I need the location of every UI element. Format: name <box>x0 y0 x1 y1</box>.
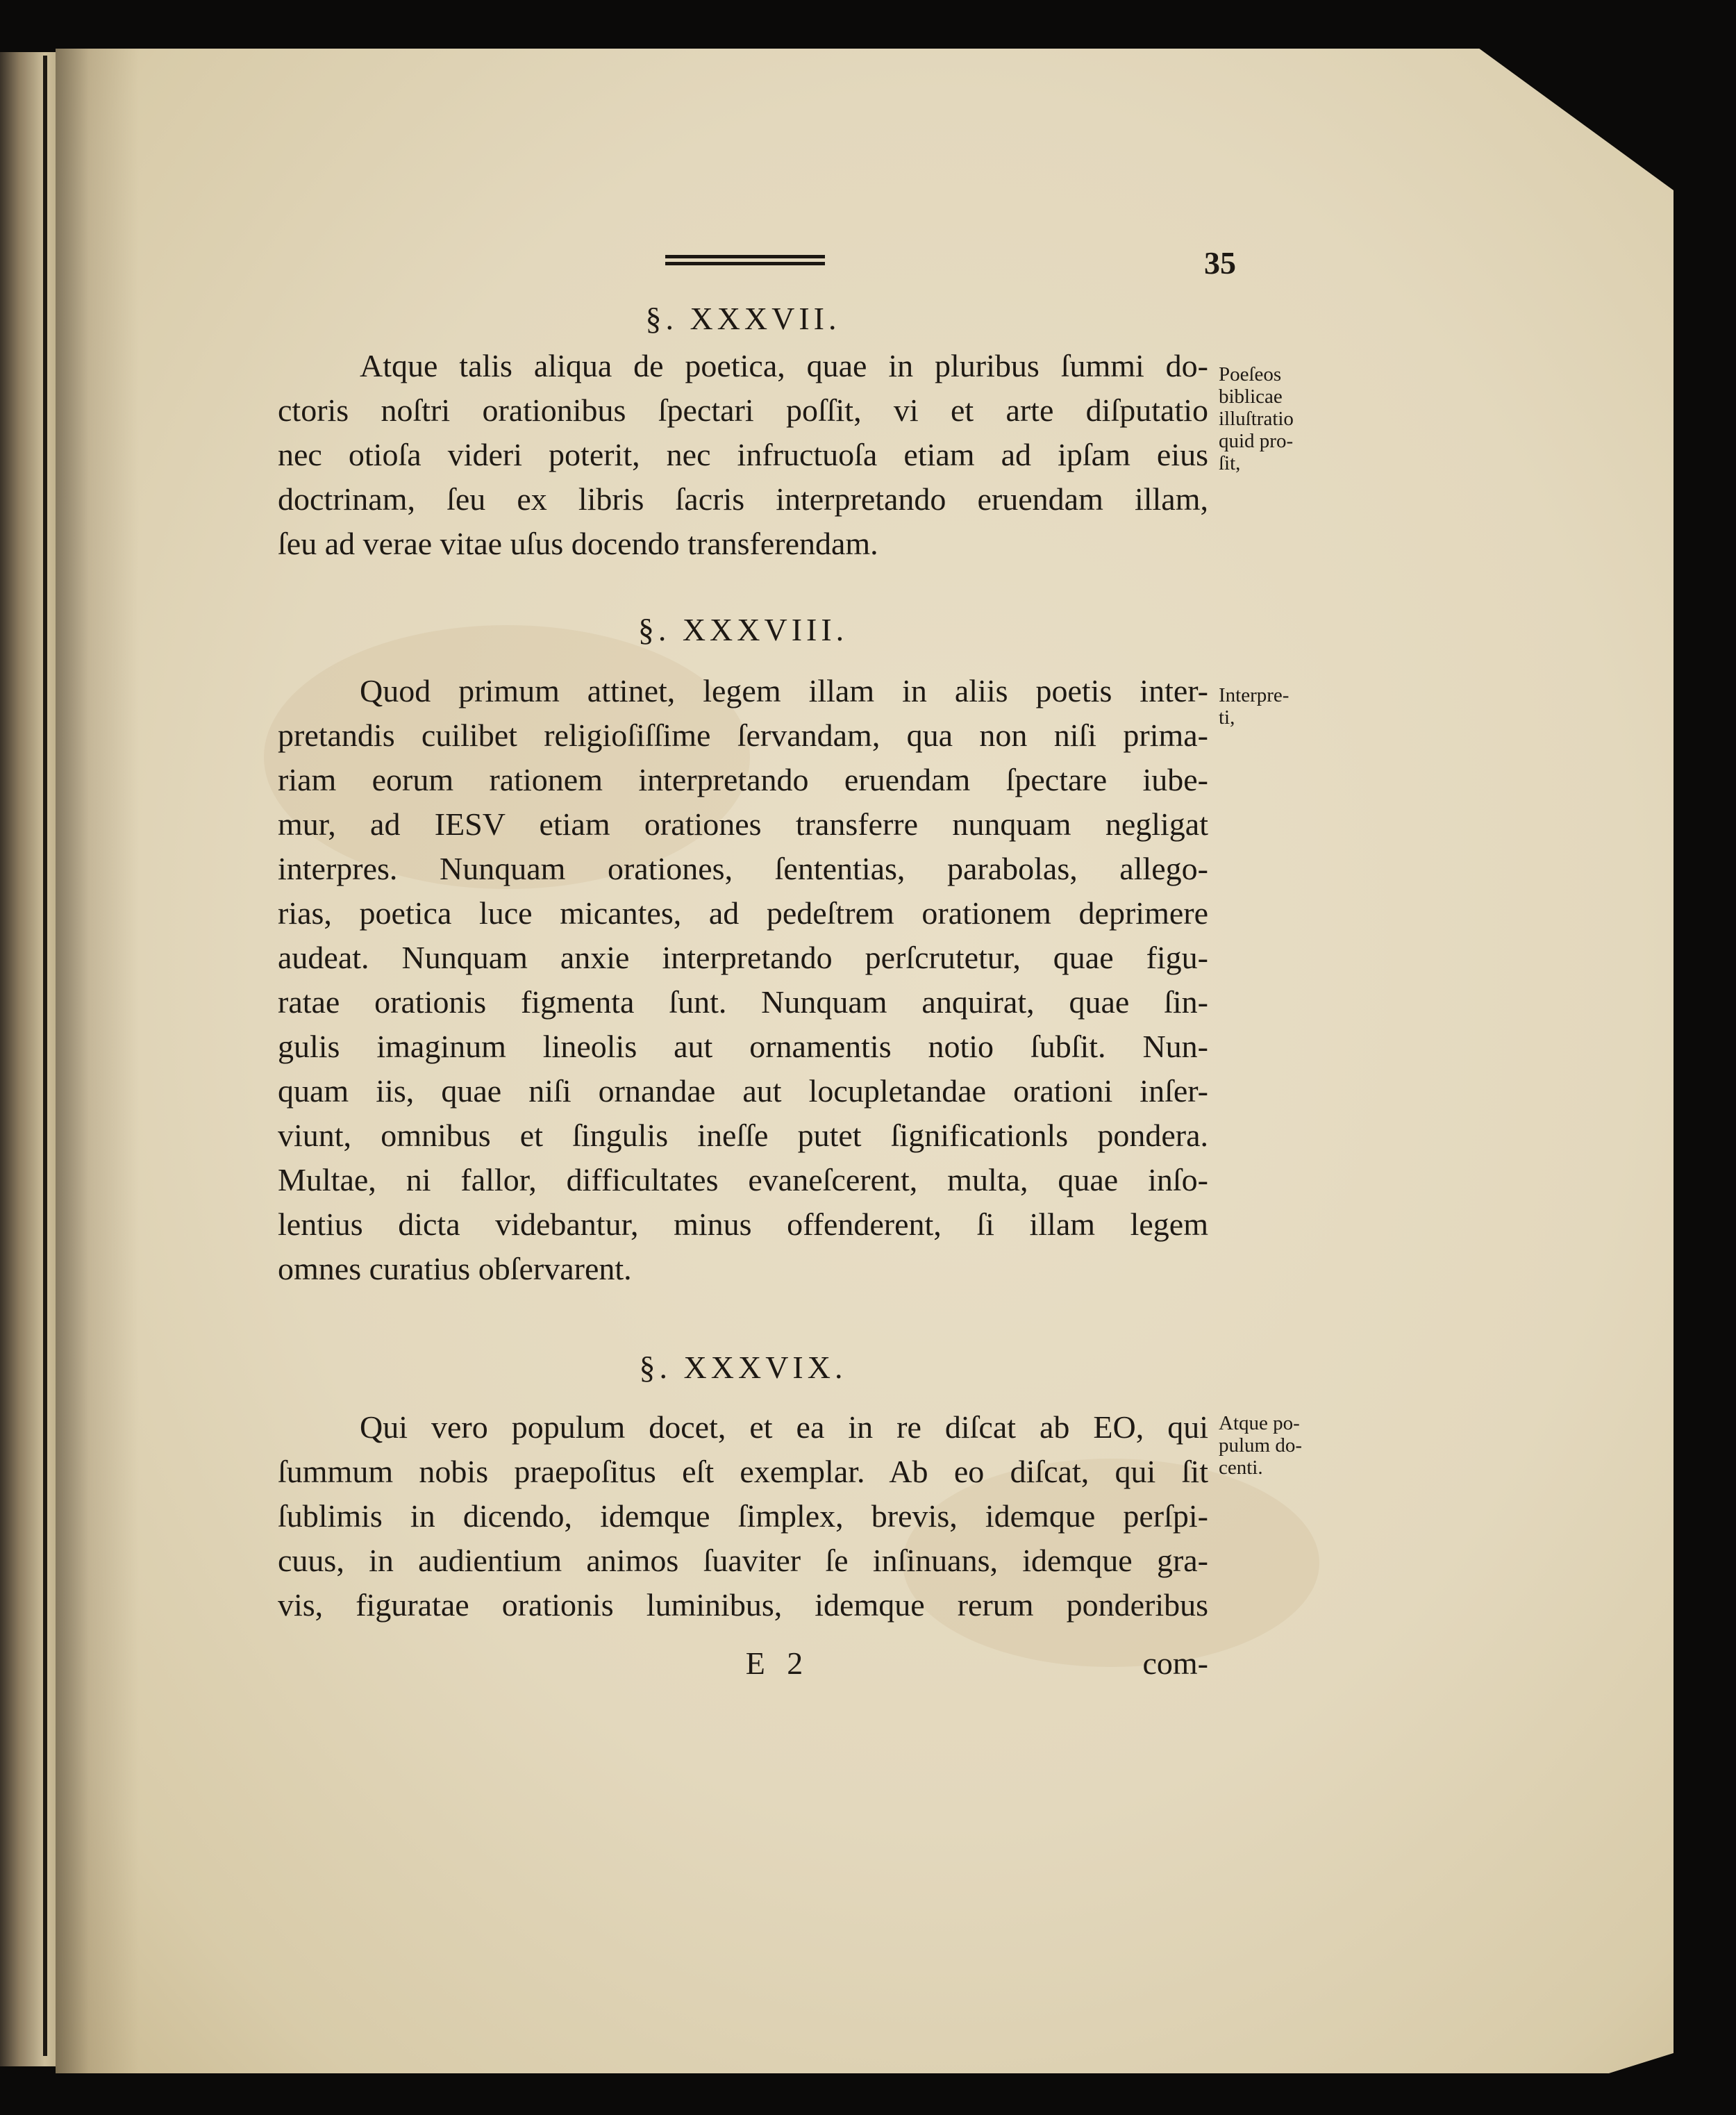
text-line: omnes curatius obſervarent. <box>278 1251 632 1286</box>
margin-note-line: Interpre- <box>1219 684 1290 706</box>
margin-note-line: centi. <box>1219 1457 1263 1479</box>
margin-note-line: ti, <box>1219 706 1235 729</box>
text-line: doctrinam, ſeu ex libris ſacris interpretando eruendam illam, <box>278 481 1208 517</box>
text-line: quam iis, quae niſi ornandae aut locupletandae orationi inſer- <box>278 1073 1208 1109</box>
margin-note-interpreti <box>1219 684 1358 729</box>
section-xxxvix-text <box>278 1405 1208 1627</box>
text-line: pretandis cuilibet religioſiſſime ſervandam, qua non niſi prima- <box>278 718 1208 753</box>
text-line: mur, ad IESV etiam orationes transferre nunquam negligat <box>278 806 1208 842</box>
text-line: Multae, ni fallor, difficultates evaneſcerent, multa, quae inſo- <box>278 1162 1208 1197</box>
text-line: nec otioſa videri poterit, nec infructuoſa etiam ad ipſam eius <box>278 437 1208 472</box>
text-line: ctoris noſtri orationibus ſpectari poſſit, vi et arte diſputatio <box>278 392 1208 428</box>
margin-note-poeseos <box>1219 363 1358 474</box>
text-line: ſeu ad verae vitae uſus docendo transferendam. <box>278 526 878 561</box>
previous-page-edge <box>0 52 64 2066</box>
section-xxxvii-text <box>278 344 1208 566</box>
section-heading-xxxvii: §. XXXVII. <box>645 301 841 336</box>
signature-mark: E 2 <box>745 1645 810 1681</box>
section-xxxviii-text <box>278 669 1208 1291</box>
text-line: Quod primum attinet, legem illam in aliis poetis inter- <box>360 673 1208 708</box>
margin-note-atque-populum <box>1219 1412 1358 1479</box>
text-line: gulis imaginum lineolis aut ornamentis notio ſubſit. Nun- <box>278 1029 1208 1064</box>
text-line: ſummum nobis praepoſitus eſt exemplar. Ab eo diſcat, qui ſit <box>278 1454 1208 1489</box>
text-line: ſublimis in dicendo, idemque ſimplex, brevis, idemque perſpi- <box>278 1498 1208 1534</box>
margin-note-line: quid pro- <box>1219 430 1294 452</box>
margin-note-line: pulum do- <box>1219 1434 1303 1457</box>
margin-note-line: Atque po- <box>1219 1412 1300 1434</box>
text-line: audeat. Nunquam anxie interpretando perſcrutetur, quae figu- <box>278 940 1208 975</box>
text-line: rias, poetica luce micantes, ad pedeſtrem orationem deprimere <box>278 895 1208 931</box>
section-heading-xxxvix: §. XXXVIX. <box>639 1350 847 1385</box>
text-line: viunt, omnibus et ſingulis ineſſe putet ſignificationls pondera. <box>278 1118 1208 1153</box>
text-line: interpres. Nunquam orationes, ſententias, parabolas, allego- <box>278 851 1208 886</box>
text-line: riam eorum rationem interpretando eruendam ſpectare iube- <box>278 762 1208 797</box>
margin-note-line: ſit, <box>1219 452 1241 474</box>
margin-note-line: biblicae <box>1219 385 1283 408</box>
margin-note-line: Poeſeos <box>1219 363 1282 385</box>
text-line: Qui vero populum docet, et ea in re diſcat ab EO, qui <box>360 1409 1208 1445</box>
binding-edge <box>43 56 47 2056</box>
section-heading-xxxviii: §. XXXVIII. <box>637 612 849 647</box>
catchword: com- <box>1142 1645 1208 1681</box>
margin-note-line: illuſtratio <box>1219 408 1294 430</box>
text-line: Atque talis aliqua de poetica, quae in pluribus ſummi do- <box>360 348 1208 383</box>
text-line: vis, figuratae orationis luminibus, idemque rerum ponderibus <box>278 1587 1208 1623</box>
text-line: ratae orationis figmenta ſunt. Nunquam anquirat, quae ſin- <box>278 984 1208 1020</box>
text-line: lentius dicta videbantur, minus offenderent, ſi illam legem <box>278 1206 1208 1242</box>
page-number: 35 <box>1204 245 1236 281</box>
header-double-rule <box>665 255 825 269</box>
text-line: cuus, in audientium animos ſuaviter ſe inſinuans, idemque gra- <box>278 1543 1208 1578</box>
gutter-shadow <box>56 49 139 2073</box>
